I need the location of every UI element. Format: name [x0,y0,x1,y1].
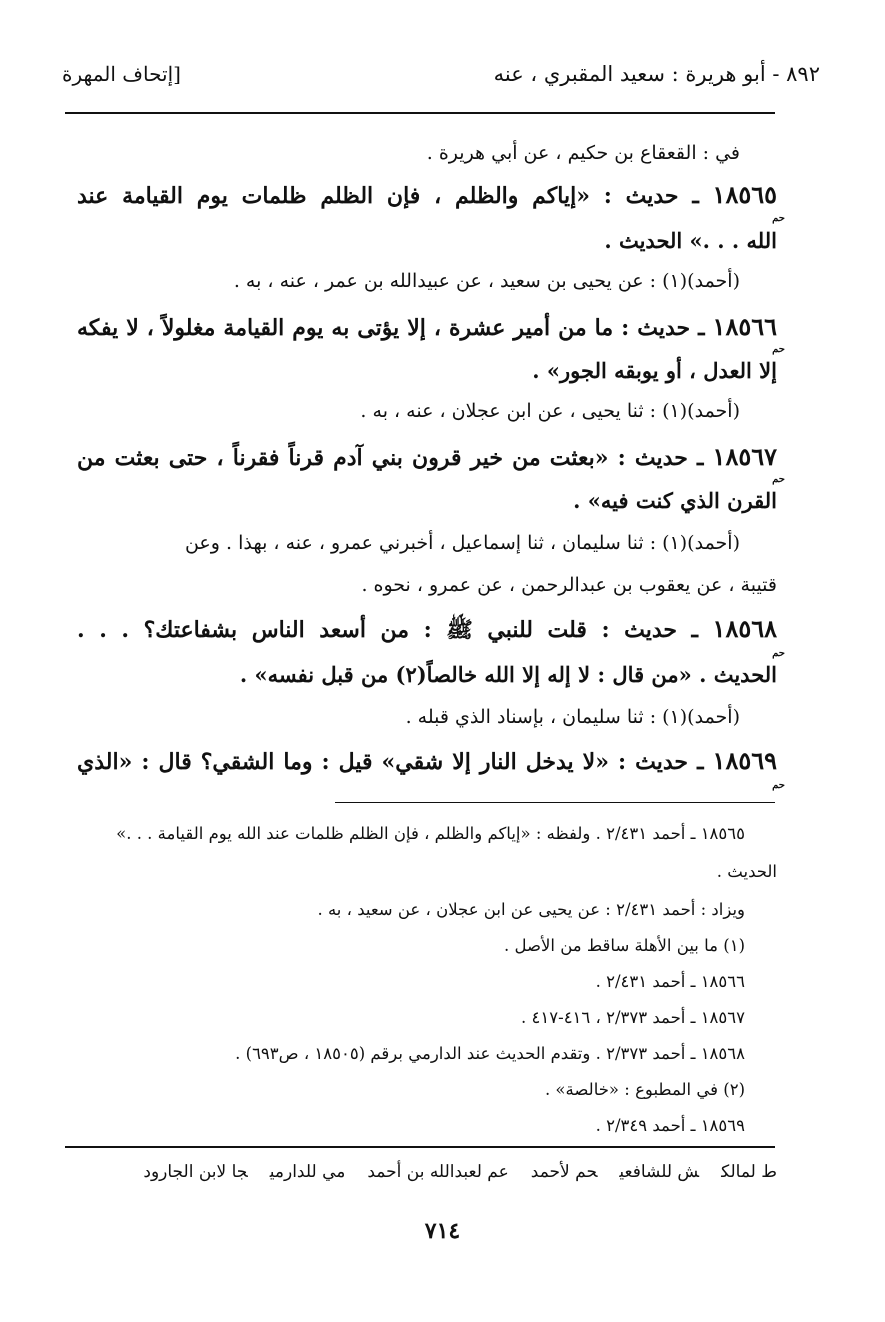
body-line: القرن الذي كنت فيه» . [573,488,777,513]
source-code: حم [772,474,785,485]
source-code: حم [772,780,785,791]
body-line: (أحمد)(١) : عن يحيى بن سعيد ، عن عبيدالله بن عمر ، عنه ، به . [233,270,740,292]
body-line: الحديث . «من قال : لا إله إلا الله خالصاً(٢) من قبل نفسه» . [239,662,777,687]
hadith-number: ١٨٥٦٦ [712,312,777,341]
running-header-book: [إتحاف المهرة [62,62,181,86]
hadith-heading [77,442,777,471]
body-line: (أحمد)(١) : ثنا سليمان ، ثنا إسماعيل ، أخبرني عمرو ، عنه ، بهذا . وعن [184,532,740,554]
footnote-line: (٢) في المطبوع : «خالصة» . [544,1080,745,1099]
legend-item: ط لمالك [721,1162,777,1182]
hadith-text: ـ حديث : «بعثت من خير قرون بني آدم قرناً فقرناً ، حتى بعثت من [77,445,713,471]
legend-item: ش للشافعي [619,1162,700,1182]
header-rule [65,112,775,114]
legend-item: مي للدارمي [269,1162,346,1182]
source-code: حم [772,344,785,355]
footnote-line: ١٨٥٦٥ ـ أحمد ٢/٤٣١ . ولفظه : «إياكم والظلم ، فإن الظلم ظلمات عند الله يوم القيامة . . .» [116,824,745,843]
body-line: في : القعقاع بن حكيم ، عن أبي هريرة . [426,142,740,164]
hadith-number: ١٨٥٦٩ [712,746,777,775]
body-line: إلا العدل ، أو يوبقه الجور» . [532,358,777,383]
legend-item: جا لابن الجارود [143,1162,248,1182]
legend-rule [65,1146,775,1148]
body-line: قتيبة ، عن يعقوب بن عبدالرحمن ، عن عمرو ، نحوه . [361,574,777,596]
hadith-number: ١٨٥٦٨ [712,614,777,643]
hadith-heading [77,614,777,648]
legend-item: عم لعبدالله بن أحمد [367,1162,509,1182]
footnote-line: (١) ما بين الأهلة ساقط من الأصل . [503,936,745,955]
footnote-line: ١٨٥٦٩ ـ أحمد ٢/٣٤٩ . [595,1116,745,1135]
footnote-line: الحديث . [716,862,777,881]
hadith-heading [77,180,777,209]
hadith-text: ـ حديث : «إياكم والظلم ، فإن الظلم ظلمات يوم القيامة عند [77,183,713,209]
hadith-heading [77,312,777,341]
hadith-heading [77,746,777,775]
source-legend [121,1162,777,1182]
footnote-line: ١٨٥٦٧ ـ أحمد ٢/٣٧٣ ، ٤١٦-٤١٧ . [521,1008,745,1027]
hadith-text: ـ حديث : قلت للنبي ﷺ : من أسعد الناس بشفاعتك؟ . . . [77,617,713,643]
footnote-rule [335,802,775,803]
body-line: (أحمد)(١) : ثنا يحيى ، عن ابن عجلان ، عنه ، به . [360,400,740,422]
source-code: حم [772,213,785,224]
legend-item: حم لأحمد [530,1162,598,1182]
page-number: ٧١٤ [424,1218,461,1244]
body-line: الله . . .» الحديث . [604,228,777,253]
hadith-text: ـ حديث : ما من أمير عشرة ، إلا يؤتى به يوم القيامة مغلولاً ، لا يفكه [77,315,713,341]
running-header-title: ٨٩٢ - أبو هريرة : سعيد المقبري ، عنه [493,62,820,86]
footnote-line: ١٨٥٦٦ ـ أحمد ٢/٤٣١ . [595,972,745,991]
footnote-line: ١٨٥٦٨ ـ أحمد ٢/٣٧٣ . وتقدم الحديث عند الدارمي برقم (١٨٥٠٥ ، ص٦٩٣) . [235,1044,745,1063]
hadith-number: ١٨٥٦٧ [712,442,777,471]
footnote-line: ويزاد : أحمد ٢/٤٣١ : عن يحيى عن ابن عجلان ، عن سعيد ، به . [317,900,745,919]
hadith-text: ـ حديث : «لا يدخل النار إلا شقي» قيل : وما الشقي؟ قال : «الذي [77,749,713,775]
hadith-number: ١٨٥٦٥ [712,180,777,209]
body-line: (أحمد)(١) : ثنا سليمان ، بإسناد الذي قبله . [405,706,740,728]
source-code: حم [772,648,785,659]
